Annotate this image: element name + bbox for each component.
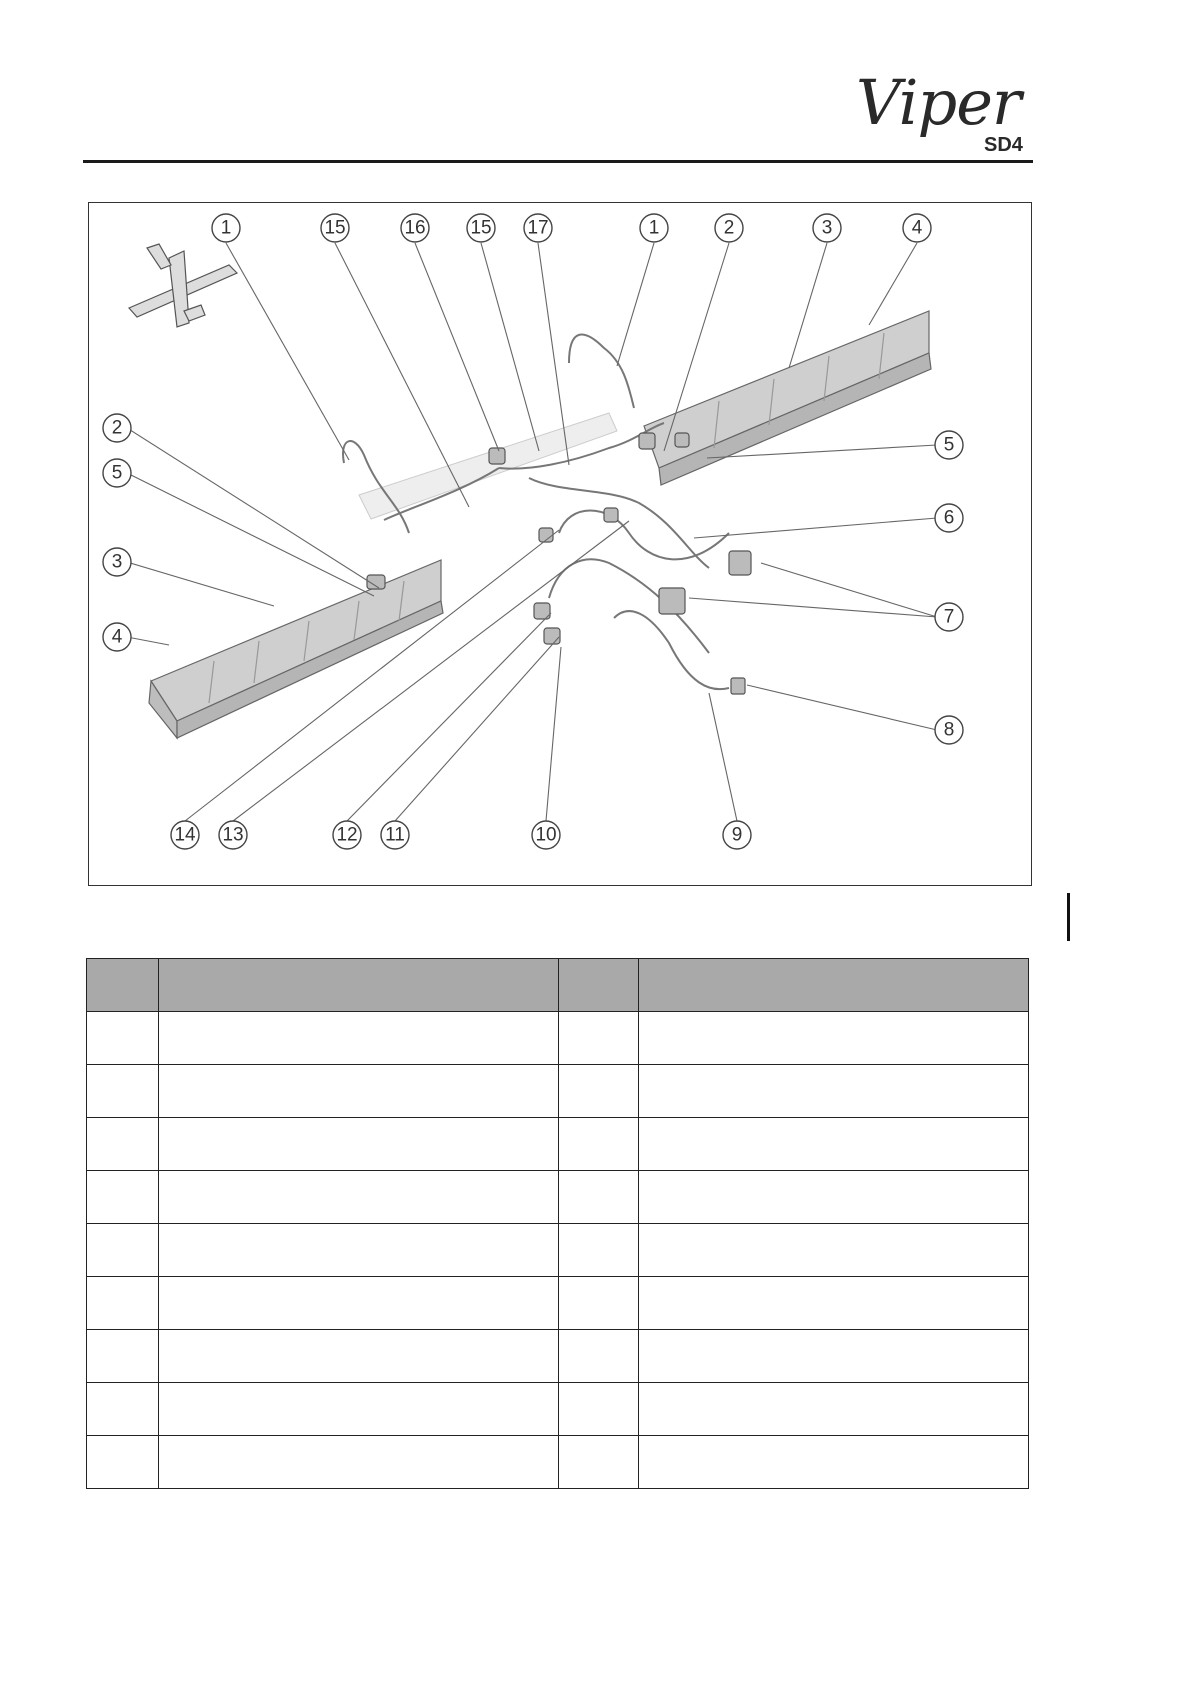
svg-text:3: 3 (111, 551, 123, 573)
table-cell (559, 1224, 639, 1277)
leader-lines (127, 243, 937, 821)
table-row (87, 1436, 1029, 1489)
svg-text:14: 14 (174, 824, 196, 846)
table-cell (559, 1171, 639, 1224)
table-row (87, 1330, 1029, 1383)
table-cell (639, 1118, 1029, 1171)
system-diagram (89, 203, 1033, 887)
table-cell (559, 1012, 639, 1065)
callout-bottom-12 (333, 821, 361, 849)
table-cell (639, 1065, 1029, 1118)
callout-top-4 (903, 214, 931, 242)
svg-text:12: 12 (336, 824, 358, 846)
header-cell-item (87, 959, 159, 1012)
table-cell (559, 1118, 639, 1171)
figure-frame (88, 202, 1032, 886)
table-cell (159, 1383, 559, 1436)
svg-text:17: 17 (527, 217, 549, 239)
table-cell (87, 1118, 159, 1171)
svg-text:2: 2 (111, 417, 123, 439)
svg-text:6: 6 (943, 507, 955, 529)
fuel-lines (343, 334, 729, 689)
table-cell (639, 1436, 1029, 1489)
table-cell (159, 1224, 559, 1277)
table-row (87, 1118, 1029, 1171)
table-row (87, 1277, 1029, 1330)
callout-bottom-10 (532, 821, 560, 849)
svg-text:3: 3 (821, 217, 833, 239)
callout-left-4 (103, 623, 131, 651)
table-header-row (87, 959, 1029, 1012)
callout-top-1b (640, 214, 668, 242)
table-row (87, 1224, 1029, 1277)
table-cell (559, 1065, 639, 1118)
brand-logo (856, 66, 1036, 162)
svg-text:10: 10 (535, 824, 557, 846)
svg-text:5: 5 (943, 434, 955, 456)
svg-text:1: 1 (648, 217, 660, 239)
table-cell (159, 1330, 559, 1383)
table-cell (159, 1065, 559, 1118)
callout-bottom-11 (381, 821, 409, 849)
svg-text:5: 5 (111, 462, 123, 484)
table-cell (87, 1171, 159, 1224)
table-cell (159, 1277, 559, 1330)
svg-text:13: 13 (222, 824, 244, 846)
svg-text:4: 4 (111, 626, 123, 648)
table-cell (559, 1383, 639, 1436)
table-cell (87, 1436, 159, 1489)
fuel-components (367, 433, 751, 694)
parts-table (86, 958, 1029, 1489)
callout-left-5 (103, 459, 131, 487)
callout-bottom-9 (723, 821, 751, 849)
callout-top-15b (467, 214, 495, 242)
table-cell (559, 1330, 639, 1383)
aircraft-orientation-icon (129, 244, 237, 327)
header-rule (83, 160, 1033, 163)
table-cell (159, 1118, 559, 1171)
callout-top-17 (524, 214, 552, 242)
header-cell-item-2 (559, 959, 639, 1012)
svg-text:15: 15 (470, 217, 492, 239)
table-cell (639, 1383, 1029, 1436)
table-cell (87, 1065, 159, 1118)
table-cell (87, 1012, 159, 1065)
svg-text:7: 7 (943, 606, 955, 628)
table-cell (159, 1436, 559, 1489)
callout-top-1 (212, 214, 240, 242)
table-cell (159, 1012, 559, 1065)
callout-right-5 (935, 431, 963, 459)
right-tank-assembly (644, 311, 931, 485)
table-cell (639, 1224, 1029, 1277)
callout-right-6 (935, 504, 963, 532)
svg-text:2: 2 (723, 217, 735, 239)
table-row (87, 1012, 1029, 1065)
table-cell (559, 1436, 639, 1489)
table-cell (639, 1277, 1029, 1330)
table-cell (559, 1277, 639, 1330)
table-cell (87, 1277, 159, 1330)
svg-text:8: 8 (943, 719, 955, 741)
table-row (87, 1065, 1029, 1118)
table-cell (87, 1330, 159, 1383)
svg-text:15: 15 (324, 217, 346, 239)
table-cell (639, 1012, 1029, 1065)
callout-right-8 (935, 716, 963, 744)
callout-top-16 (401, 214, 429, 242)
logo-wordmark: Viper (856, 66, 1021, 139)
svg-text:9: 9 (731, 824, 743, 846)
table-cell (87, 1224, 159, 1277)
callout-left-3 (103, 548, 131, 576)
callout-top-2 (715, 214, 743, 242)
callout-bottom-13 (219, 821, 247, 849)
svg-text:16: 16 (404, 217, 426, 239)
revision-bar (1067, 893, 1070, 941)
callout-left-2 (103, 414, 131, 442)
table-cell (639, 1330, 1029, 1383)
svg-text:1: 1 (220, 217, 232, 239)
callout-top-15a (321, 214, 349, 242)
callout-bottom-14 (171, 821, 199, 849)
svg-text:4: 4 (911, 217, 923, 239)
table-row (87, 1383, 1029, 1436)
callout-top-3 (813, 214, 841, 242)
table-cell (87, 1383, 159, 1436)
table-cell (639, 1171, 1029, 1224)
callout-right-7 (935, 603, 963, 631)
table-cell (159, 1171, 559, 1224)
table-row (87, 1171, 1029, 1224)
logo-subtitle: SD4 (984, 134, 1023, 156)
header-cell-description (159, 959, 559, 1012)
header-cell-description-2 (639, 959, 1029, 1012)
fuselage-outline (359, 413, 617, 519)
svg-text:11: 11 (385, 824, 405, 846)
left-tank-assembly (149, 560, 443, 738)
